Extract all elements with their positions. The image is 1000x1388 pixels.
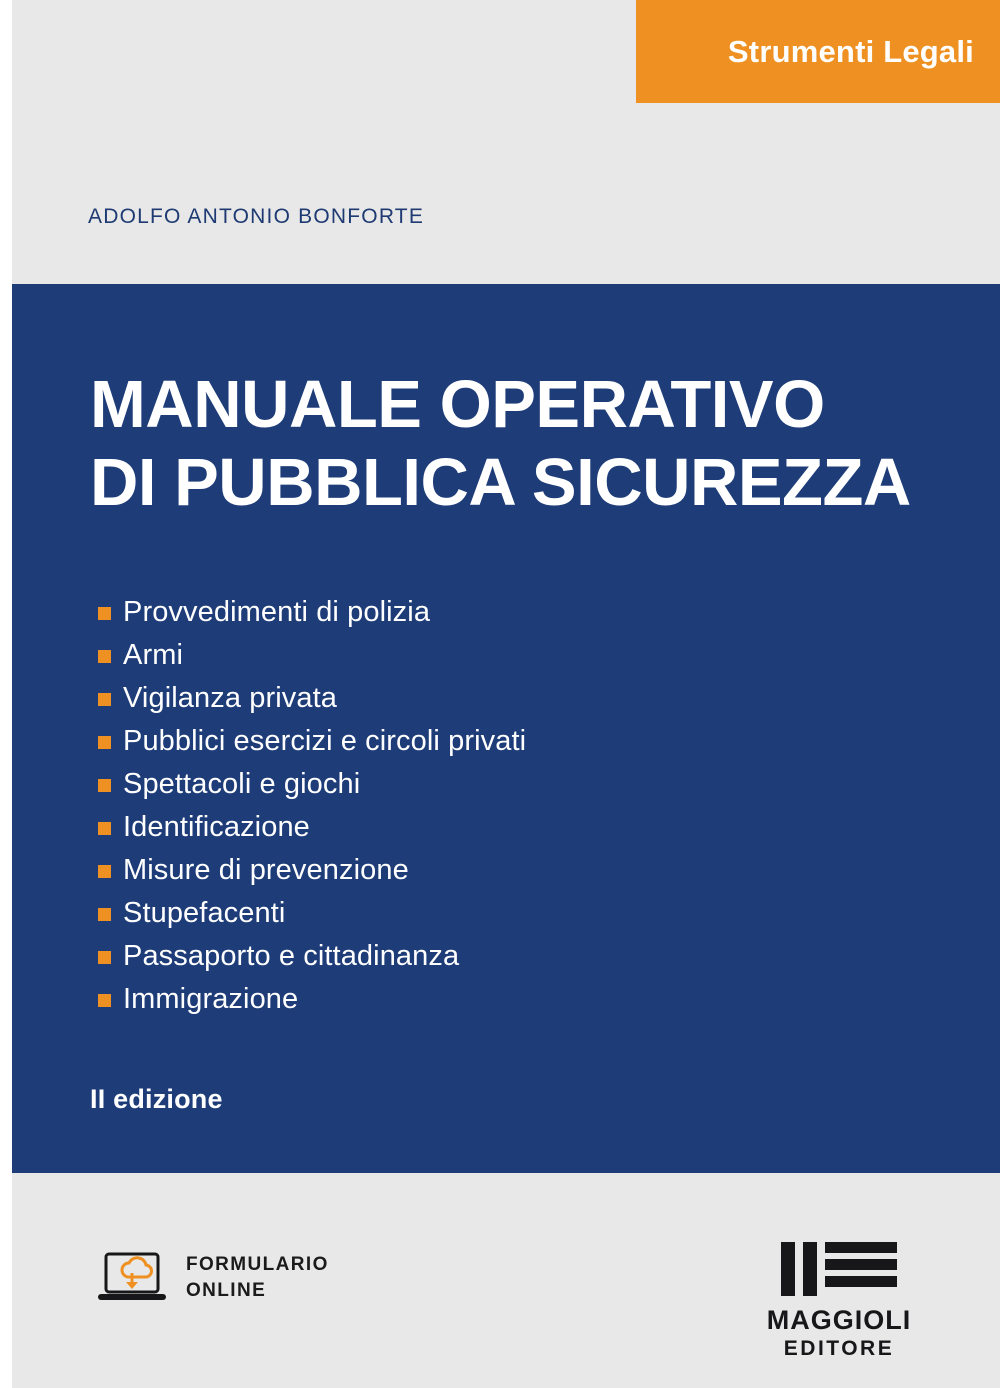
topic-label: Immigrazione [123,983,299,1015]
square-bullet-icon [98,650,111,663]
formulary-line-2: ONLINE [186,1280,267,1301]
topics-list [98,596,918,1026]
list-item [98,596,918,629]
publisher-subtitle: EDITORE [783,1336,895,1360]
series-label: Strumenti Legali [727,33,974,69]
list-item [98,682,918,715]
page-title [90,366,950,521]
topic-label: Armi [123,639,184,671]
series-banner [636,0,1000,103]
list-item [98,811,918,844]
topic-label: Provvedimenti di polizia [123,596,431,628]
topic-label: Vigilanza privata [123,682,337,714]
laptop-cloud-download-icon [96,1248,168,1308]
edition-label: II edizione [90,1084,223,1114]
maggioli-m-logo-icon [777,1238,901,1300]
list-item [98,725,918,758]
topic-label: Stupefacenti [123,897,286,929]
topic-label: Misure di prevenzione [123,854,409,886]
list-item [98,768,918,801]
title-line-2: DI PUBBLICA SICUREZZA [90,444,911,520]
publisher-name: MAGGIOLI [766,1305,912,1335]
square-bullet-icon [98,693,111,706]
square-bullet-icon [98,951,111,964]
square-bullet-icon [98,822,111,835]
topic-label: Identificazione [123,811,310,843]
list-item [98,983,918,1016]
list-item [98,639,918,672]
list-item [98,897,918,930]
topic-label: Spettacoli e giochi [123,768,361,800]
list-item [98,854,918,887]
list-item [98,940,918,973]
title-line-1: MANUALE OPERATIVO [90,367,825,442]
square-bullet-icon [98,779,111,792]
cover-spine-strip [0,0,12,1388]
online-formulary-badge [96,1248,329,1308]
square-bullet-icon [98,865,111,878]
title-block [12,284,1000,1173]
topic-label: Pubblici esercizi e circoli privati [123,725,527,757]
square-bullet-icon [98,736,111,749]
topic-label: Passaporto e cittadinanza [123,940,460,972]
author-name: ADOLFO ANTONIO BONFORTE [88,205,425,228]
square-bullet-icon [98,994,111,1007]
square-bullet-icon [98,908,111,921]
square-bullet-icon [98,607,111,620]
publisher-logo [744,1238,934,1361]
formulary-line-1: FORMULARIO [186,1254,329,1276]
